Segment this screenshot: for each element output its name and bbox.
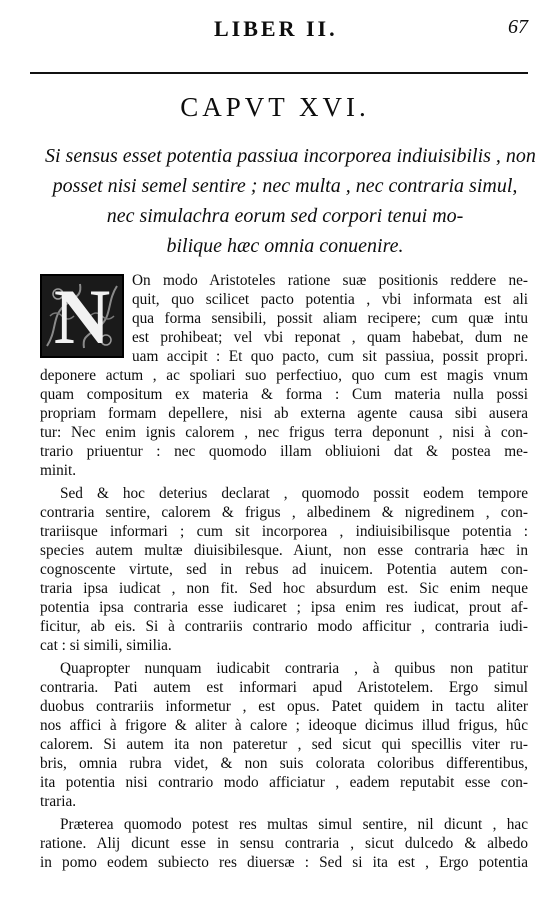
text-line: propriam formam depellere, nisi ab externa agente causa sibi ausera [40,405,528,422]
text-line: trario priuentur : nec quomodo illam obliuioni dat & postea me- [40,443,528,460]
text-line: traria ipsa iudicat , non fit. Sed hoc absurdum est. Sic enim neque [40,580,528,597]
text-line: ita potentia nisi contrario modo afficiatur , eadem reputabit esse con- [40,774,528,791]
header-rule [30,72,528,74]
text-line: On modo Aristoteles ratione suæ positionis reddere ne- [132,272,528,289]
text-line: bris, omnia rubra videt, & non suis colorata coloribus differentibus, [40,755,528,772]
text-line: Quapropter nunquam iudicabit contraria , à quibus non patitur [60,660,528,677]
text-line: cat : si simili, similia. [40,637,172,654]
text-line: in pomo eodem subiecto res diuersæ : Sed si ita est , Ergo potentia [40,854,528,871]
text-line: ratione. Alij dicunt esse in sensu contraria , sicut dulcedo & albedo [40,835,528,852]
body-text [40,271,528,872]
text-line: quam compositum ex materia & forma : Cum materia nulla possi [40,386,528,403]
text-line: quit, quo scilicet pacto potentia , vbi informata est ali [132,291,528,308]
text-line: contraria sentire, calorem & frigus , albedinem & nigredinem , con- [40,504,528,521]
text-line: nos affici à frigore & aliter à calore ; ideoque dicimus illud frigus, hûc [40,717,528,734]
text-line: deponere actum , ac spoliari suo perfectiuo, quo cum est magis vnum [40,367,528,384]
text-line: calorem. Si autem ita non pateretur , sed sicut qui specillis viter ru- [40,736,528,753]
page-number: 67 [508,16,528,38]
text-line: Præterea quomodo potest res multas simul sentire, nil dicunt , hac [60,816,528,833]
text-line: minit. [40,462,77,479]
argument-line: Si sensus esset potentia passiua incorporea indiuisibilis , non [45,145,536,167]
initial-letter: N [53,273,111,360]
book-title: LIBER II. [214,16,338,41]
text-line: duobus contrariis informetur , est opus. Patet quidem in tactu aliter [40,698,528,715]
argument-line: nec simulachra eorum sed corpori tenui mo- [106,205,464,227]
text-line: contraria. Pati autem est informari apud Aristotelem. Ergo simul [40,679,528,696]
text-line: tur: Nec enim ignis calorem , nec frigus terra deponunt , nisi à con- [40,424,528,441]
argument-line: posset nisi semel sentire ; nec multa , nec contraria simul, [52,175,518,197]
text-line: potentia ipsa contraria esse iudicaret ; ipsa enim res iudicat, prout af- [40,599,528,616]
argument-line: bilique hæc omnia conuenire. [166,235,404,257]
text-line: trariisque informari ; cum sit incorporea , indiuisibilisque potentia : [40,523,528,540]
text-line: traria. [40,793,77,810]
text-line: cognoscente virtute, sed in rebus ad inuicem. Potentia autem con- [40,561,528,578]
chapter-heading: CAPVT XVI. [180,92,370,122]
text-line: qua forma sensibili, possit aliam recipere; cum quæ intu [132,310,528,327]
chapter-argument [45,141,536,261]
text-line: species autem multæ diuisibilesque. Aiunt, non esse contraria hæc in [40,542,528,559]
text-line: Sed & hoc deterius declarat , quomodo possit eodem tempore [60,485,528,502]
text-line: uam accipit : Et quo pacto, cum sit passiua, possit propri. [132,348,528,365]
running-head [0,16,550,50]
text-line: est prohibeat; vel vbi reponat , quam habebat, dum ne [132,329,528,346]
text-line: ficitur, ab eis. Si à contrariis contrario modo afficitur , contraria iudi- [40,618,528,635]
